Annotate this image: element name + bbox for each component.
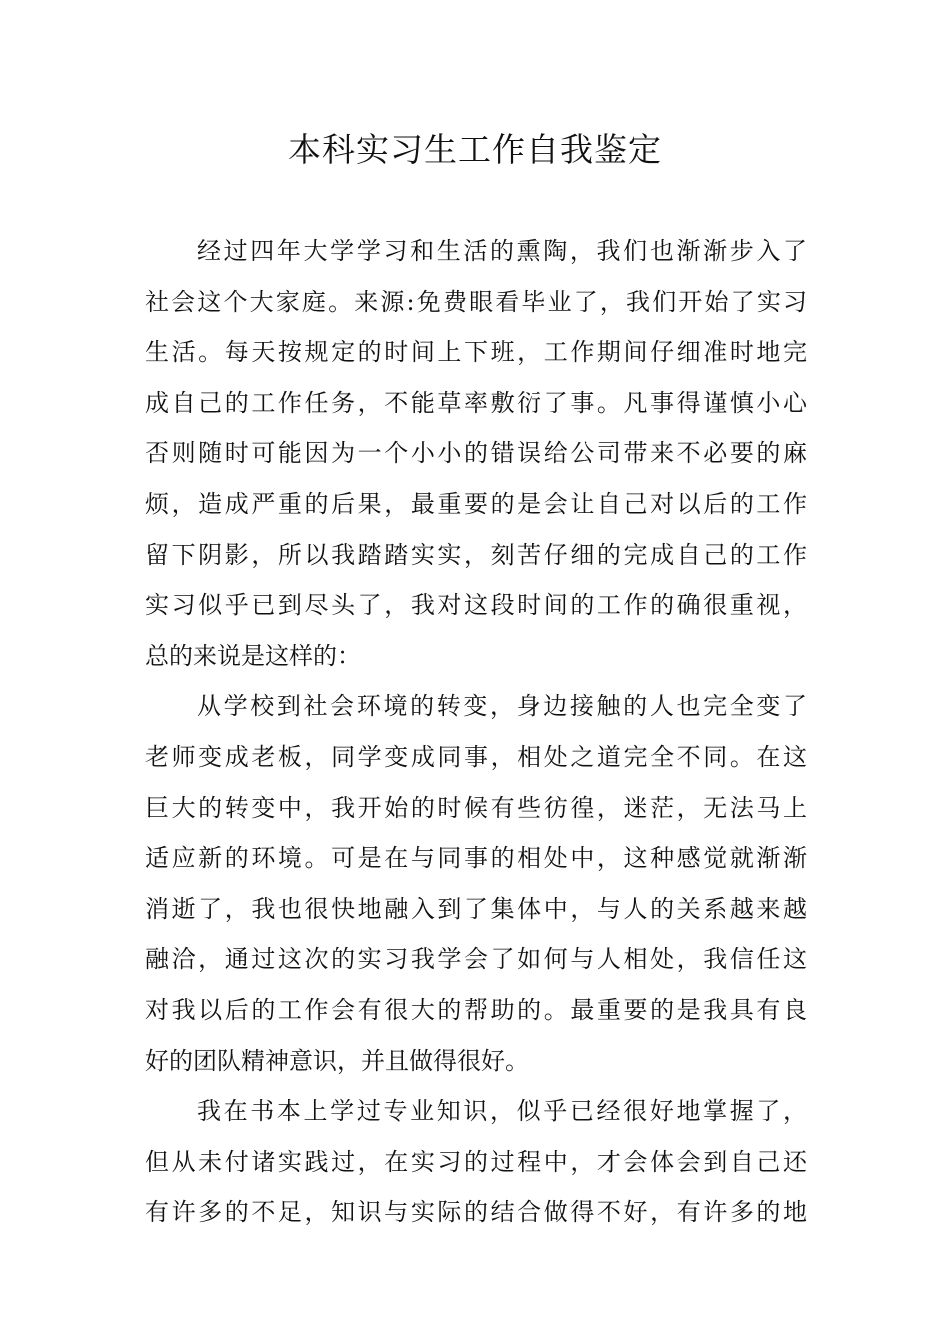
paragraph-line: 生活。每天按规定的时间上下班，工作期间仔细准时地完 — [145, 338, 807, 367]
paragraph-line: 适应新的环境。可是在与同事的相处中，这种感觉就渐渐 — [145, 844, 807, 873]
paragraph-line: 社会这个大家庭。来源:免费眼看毕业了，我们开始了实习 — [145, 287, 807, 316]
paragraph-line: 融洽，通过这次的实习我学会了如何与人相处，我信任这 — [145, 945, 807, 974]
paragraph-line: 成自己的工作任务，不能草率敷衍了事。凡事得谨慎小心 — [145, 388, 807, 417]
paragraph-line: 烦，造成严重的后果，最重要的是会让自己对以后的工作 — [145, 489, 807, 518]
paragraph-line: 我在书本上学过专业知识，似乎已经很好地掌握了， — [197, 1097, 807, 1126]
paragraph-line: 留下阴影，所以我踏踏实实，刻苦仔细的完成自己的工作 — [145, 540, 807, 569]
paragraph-line: 消逝了，我也很快地融入到了集体中，与人的关系越来越 — [145, 894, 807, 923]
paragraph-line: 否则随时可能因为一个小小的错误给公司带来不必要的麻 — [145, 439, 807, 468]
paragraph-line: 经过四年大学学习和生活的熏陶，我们也渐渐步入了 — [197, 237, 807, 265]
paragraph-2 — [145, 681, 807, 1086]
paragraph-3 — [145, 1086, 807, 1238]
paragraph-line: 有许多的不足，知识与实际的结合做得不好，有许多的地 — [145, 1198, 807, 1227]
paragraph-line: 从学校到社会环境的转变，身边接触的人也完全变了 — [197, 692, 807, 721]
document-title: 本科实习生工作自我鉴定 — [288, 130, 662, 169]
document-body — [145, 226, 807, 1238]
paragraph-line: 老师变成老板，同学变成同事，相处之道完全不同。在这 — [145, 742, 807, 771]
paragraph-line: 但从未付诸实践过，在实习的过程中，才会体会到自己还 — [145, 1147, 807, 1176]
paragraph-line: 好的团队精神意识，并且做得很好。 — [145, 1046, 529, 1075]
paragraph-line: 巨大的转变中，我开始的时候有些彷徨，迷茫，无法马上 — [145, 793, 807, 822]
paragraph-line: 实习似乎已到尽头了，我对这段时间的工作的确很重视， — [145, 591, 807, 620]
paragraph-1 — [145, 226, 807, 681]
paragraph-line: 总的来说是这样的： — [145, 641, 361, 670]
paragraph-line: 对我以后的工作会有很大的帮助的。最重要的是我具有良 — [145, 995, 807, 1024]
